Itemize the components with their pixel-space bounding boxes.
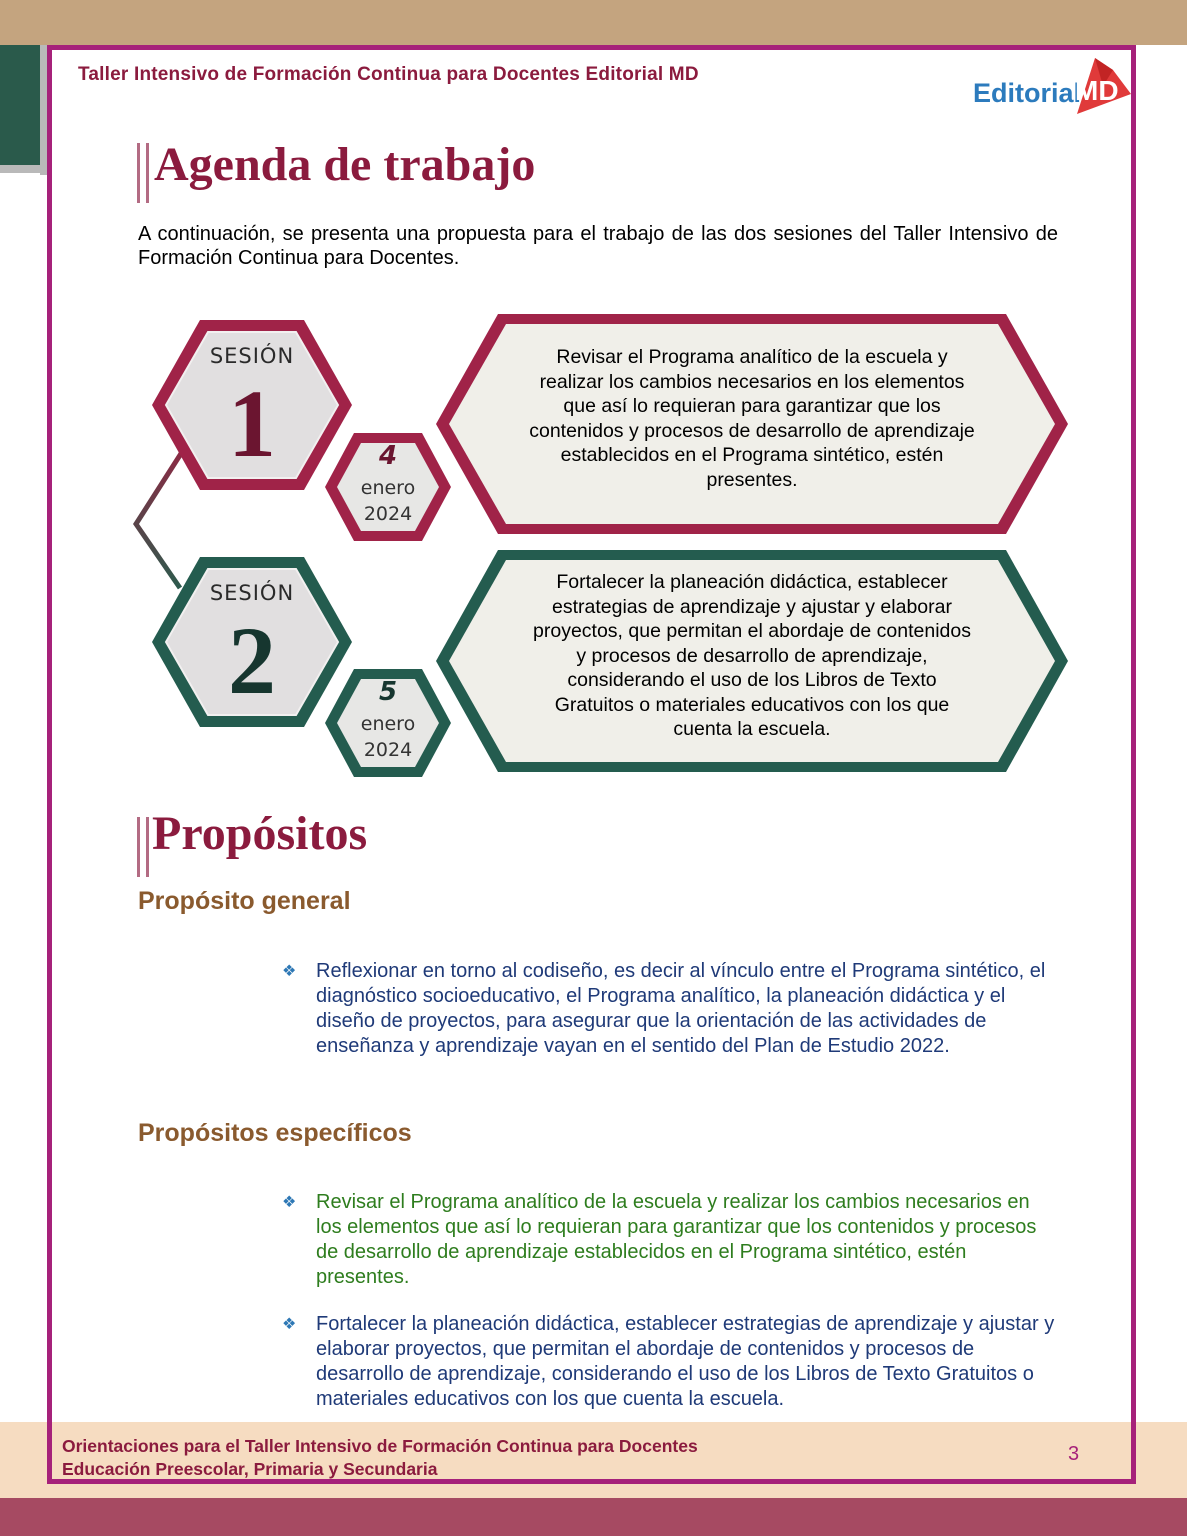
session-2-number: 2 [228, 607, 276, 714]
bottom-band [0, 1498, 1187, 1536]
corner-shadow [40, 45, 47, 175]
header-title: Taller Intensivo de Formación Continua para Docentes Editorial MD [78, 64, 699, 85]
agenda-intro: A continuación, se presenta una propuesta para el trabajo de las dos sesiones del Taller Intensivo de Formación Continua para Docentes. [138, 223, 1058, 269]
logo-text: Editorial [973, 78, 1082, 108]
session-2-line: estrategias de aprendizaje y ajustar y elaborar [552, 595, 952, 618]
session-2-year: 2024 [363, 739, 413, 761]
session-1-line: establecidos en el Programa sintético, estén [560, 444, 944, 466]
session-1-line: Revisar el Programa analítico de la escuela y [556, 346, 948, 368]
agenda-heading: Agenda de trabajo [154, 138, 536, 191]
page-number: 3 [1068, 1443, 1080, 1465]
session-2-line: cuenta la escuela. [673, 718, 831, 740]
session-2-line: y procesos de desarrollo de aprendizaje, [576, 644, 928, 667]
session-1-line: presentes. [706, 468, 798, 491]
heading-accent-bar [137, 143, 149, 203]
svg-text:MD: MD [1075, 75, 1119, 106]
diamond-bullet-icon: ❖ [282, 963, 297, 980]
session-1-label: SESIÓN [209, 344, 295, 368]
corner-shadow-bottom [0, 165, 47, 173]
session-1-line: contenidos y procesos de desarrollo de aprendizaje [529, 419, 975, 442]
purposes-heading: Propósitos [152, 807, 368, 860]
session-1-line: realizar los cambios necesarios en los elementos [539, 370, 965, 393]
session-2-day: 5 [378, 677, 398, 707]
general-purpose-title: Propósito general [138, 887, 351, 915]
diamond-bullet-icon: ❖ [282, 1194, 297, 1211]
session-1-day: 4 [378, 441, 398, 471]
session-2-line: Fortalecer la planeación didáctica, establecer [556, 571, 948, 593]
specific-purposes-title: Propósitos específicos [138, 1119, 412, 1147]
session-2-label: SESIÓN [209, 581, 295, 605]
heading-accent-bar [137, 817, 149, 877]
session-2-line: Gratuitos o materiales educativos con los que [554, 693, 950, 716]
footer-text [62, 1435, 698, 1481]
footer-line-1: Orientaciones para el Taller Intensivo de Formación Continua para Docentes [62, 1436, 698, 1456]
session-2-line: considerando el uso de los Libros de Texto [567, 669, 937, 691]
session-2-line: proyectos, que permitan el abordaje de contenidos [533, 620, 971, 642]
session-2-description [492, 570, 1012, 742]
specific-purpose-item: Revisar el Programa analítico de la escuela y realizar los cambios necesarios en los elementos que así lo requieran para garantizar que los contenidos y procesos de desarrollo de aprendizaje establecidos en el Programa sintético, estén presentes. [316, 1191, 1037, 1288]
editorial-md-logo-icon [1073, 56, 1133, 118]
session-1-number: 1 [228, 370, 276, 477]
session-1-year: 2024 [363, 503, 413, 525]
top-band [0, 0, 1187, 45]
session-1-month: enero [360, 477, 416, 499]
specific-purpose-item: Fortalecer la planeación didáctica, establecer estrategias de aprendizaje y ajustar y elaborar proyectos, que permitan el abordaje de contenidos y procesos de desarrollo de aprendizaje, considerando el uso de los Libros de Texto Gratuitos o materiales educativos con los que cuenta la escuela. [316, 1313, 1055, 1410]
footer-line-2: Educación Preescolar, Primaria y Secundaria [62, 1459, 438, 1479]
session-2-month: enero [360, 713, 416, 735]
session-1-line: que así lo requieran para garantizar que los [563, 395, 941, 417]
corner-tab [0, 45, 40, 165]
diamond-bullet-icon: ❖ [282, 1316, 297, 1333]
session-1-description [492, 345, 1012, 492]
general-purpose-item: Reflexionar en torno al codiseño, es decir al vínculo entre el Programa sintético, el diagnóstico socioeducativo, el Programa analítico, la planeación didáctica y el diseño de proyectos, para asegurar que la orientación de las actividades de enseñanza y aprendizaje vayan en el sentido del Plan de Estudio 2022. [316, 960, 1046, 1057]
